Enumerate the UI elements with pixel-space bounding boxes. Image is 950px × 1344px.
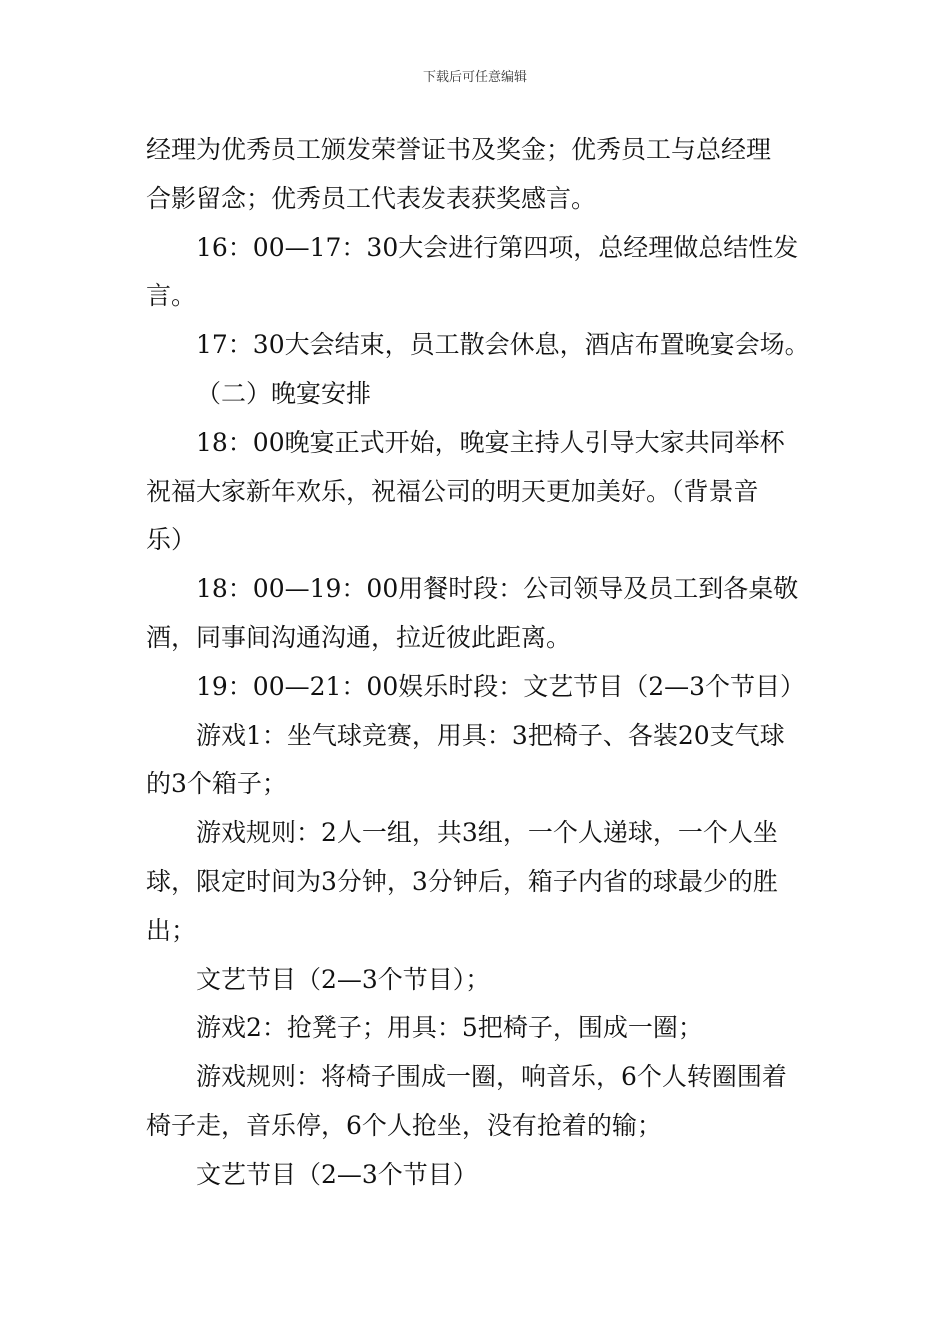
document-body	[146, 126, 810, 1200]
text-line: 18：00—19：00用餐时段：公司领导及员工到各桌敬	[196, 574, 799, 604]
text-line: 文艺节目（2—3个节目）；	[196, 964, 491, 994]
text-line: 祝福大家新年欢乐，祝福公司的明天更加美好。（背景音	[146, 476, 759, 506]
text-line: 合影留念；优秀员工代表发表获奖感言。	[146, 183, 597, 213]
text-line: 经理为优秀员工颁发荣誉证书及奖金；优秀员工与总经理	[146, 135, 772, 164]
text-line: 球，限定时间为3分钟，3分钟后，箱子内省的球最少的胜	[146, 866, 778, 896]
text-line: 椅子走，音乐停，6个人抢坐，没有抢着的输；	[146, 1110, 662, 1140]
text-line: 出；	[146, 915, 197, 945]
page-header: 下载后可任意编辑	[422, 70, 527, 85]
text-line: 游戏1：坐气球竞赛，用具：3把椅子、各装20支气球	[196, 720, 785, 750]
text-line: 言。	[146, 281, 197, 311]
text-line: 游戏2：抢凳子；用具：5把椅子，围成一圈；	[196, 1013, 703, 1043]
text-line: 游戏规则：将椅子围成一圈，响音乐，6个人转圈围着	[196, 1062, 787, 1092]
text-line: 游戏规则：2人一组，共3组，一个人递球，一个人坐	[196, 818, 778, 848]
text-line: 19：00—21：00娱乐时段：文艺节目（2—3个节目）	[196, 671, 806, 701]
section-heading: （二）晚宴安排	[196, 378, 372, 408]
text-line: 17：30大会结束，员工散会休息，酒店布置晚宴会场。	[196, 330, 810, 360]
text-line: 18：00晚宴正式开始，晚宴主持人引导大家共同举杯	[196, 427, 785, 457]
text-line: 乐）	[146, 525, 197, 555]
text-line: 酒，同事间沟通沟通，拉近彼此距离。	[146, 622, 572, 652]
text-line: 16：00—17：30大会进行第四项，总经理做总结性发	[196, 232, 799, 262]
text-line: 的3个箱子；	[146, 769, 287, 799]
text-line: 文艺节目（2—3个节目）	[196, 1159, 478, 1189]
